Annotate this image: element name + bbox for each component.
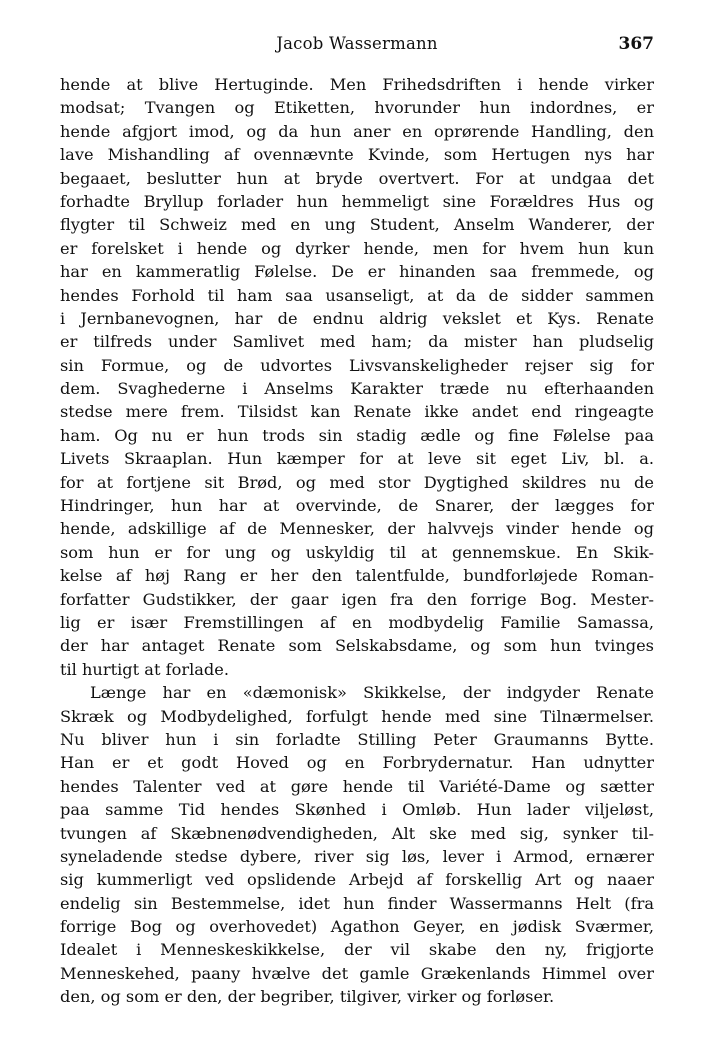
text-line: Menneskehed, paany hvælve det gamle Grækenlands Himmel over bbox=[60, 963, 654, 983]
text-line: forfatter Gudstikker, der gaar igen fra den forrige Bog. Mester- bbox=[60, 589, 654, 609]
paragraph-2 bbox=[60, 681, 654, 1008]
text-line: modsat; Tvangen og Etiketten, hvorunder hun indordnes, er bbox=[60, 98, 654, 118]
text-line: har en kammeratlig Følelse. De er hinanden saa fremmede, og bbox=[60, 262, 654, 282]
text-line: som hun er for ung og uskyldig til at gennemskue. En Skik- bbox=[60, 542, 654, 562]
text-line: stedse mere frem. Tilsidst kan Renate ikke andet end ringeagte bbox=[60, 402, 654, 422]
page-number: 367 bbox=[618, 34, 654, 54]
text-line: til hurtigt at forlade. bbox=[60, 659, 229, 679]
text-line: dem. Svaghederne i Anselms Karakter træde nu efterhaanden bbox=[60, 379, 654, 399]
paragraph-1 bbox=[60, 73, 654, 681]
text-line: Idealet i Menneskeskikkelse, der vil skabe den ny, frigjorte bbox=[60, 940, 654, 960]
text-line: den, og som er den, der begriber, tilgiver, virker og forløser. bbox=[60, 987, 555, 1007]
text-line: tvungen af Skæbnenødvendigheden, Alt ske med sig, synker til- bbox=[60, 823, 654, 843]
text-line: i Jernbanevognen, har de endnu aldrig vekslet et Kys. Renate bbox=[60, 308, 654, 328]
text-line: Hindringer, hun har at overvinde, de Snarer, der lægges for bbox=[60, 496, 654, 516]
text-line: er forelsket i hende og dyrker hende, men for hvem hun kun bbox=[60, 238, 654, 258]
body-text bbox=[60, 73, 654, 1009]
text-line: sig kummerligt ved opslidende Arbejd af forskellig Art og naaer bbox=[60, 870, 654, 890]
text-line: lave Mishandling af ovennævnte Kvinde, som Hertugen nys har bbox=[60, 145, 654, 165]
text-line: forrige Bog og overhovedet) Agathon Geyer, en jødisk Sværmer, bbox=[60, 917, 654, 937]
text-line: paa samme Tid hendes Skønhed i Omløb. Hun lader viljeløst, bbox=[60, 800, 654, 820]
text-line: Skræk og Modbydelighed, forfulgt hende med sine Tilnærmelser. bbox=[60, 706, 654, 726]
text-line: begaaet, beslutter hun at bryde overtvert. For at undgaa det bbox=[60, 168, 654, 188]
text-line: ham. Og nu er hun trods sin stadig ædle og fine Følelse paa bbox=[60, 425, 654, 445]
text-line: hendes Forhold til ham saa usanseligt, at da de sidder sammen bbox=[60, 285, 654, 305]
text-line: Længe har en «dæmonisk» Skikkelse, der indgyder Renate bbox=[90, 683, 654, 703]
text-line: Nu bliver hun i sin forladte Stilling Peter Graumanns Bytte. bbox=[60, 729, 654, 749]
running-head bbox=[60, 34, 654, 56]
text-line: for at fortjene sit Brød, og med stor Dygtighed skildres nu de bbox=[60, 472, 654, 492]
text-line: Han er et godt Hoved og en Forbrydernatur. Han udnytter bbox=[60, 753, 654, 773]
text-line: flygter til Schweiz med en ung Student, Anselm Wanderer, der bbox=[60, 215, 654, 235]
text-line: syneladende stedse dybere, river sig løs, lever i Armod, ernærer bbox=[60, 846, 654, 866]
text-line: er tilfreds under Samlivet med ham; da mister han pludselig bbox=[60, 332, 654, 352]
text-line: hendes Talenter ved at gøre hende til Variété-Dame og sætter bbox=[60, 776, 654, 796]
text-line: hende at blive Hertuginde. Men Frihedsdriften i hende virker bbox=[60, 75, 654, 94]
text-line: hende, adskillige af de Mennesker, der halvvejs vinder hende og bbox=[60, 519, 654, 539]
text-line: hende afgjort imod, og da hun aner en oprørende Handling, den bbox=[60, 121, 654, 141]
text-line: lig er især Fremstillingen af en modbydelig Familie Samassa, bbox=[60, 612, 654, 632]
text-line: sin Formue, og de udvortes Livsvanskeligheder rejser sig for bbox=[60, 355, 654, 375]
text-line: der har antaget Renate som Selskabsdame, og som hun tvinges bbox=[60, 636, 654, 656]
running-head-author: Jacob Wassermann bbox=[276, 34, 438, 53]
text-line: endelig sin Bestemmelse, idet hun finder Wassermanns Helt (fra bbox=[60, 893, 654, 913]
text-line: kelse af høj Rang er her den talentfulde, bundforløjede Roman- bbox=[60, 566, 654, 586]
text-line: forhadte Bryllup forlader hun hemmeligt sine Forældres Hus og bbox=[60, 191, 654, 211]
text-line: Livets Skraaplan. Hun kæmper for at leve sit eget Liv, bl. a. bbox=[60, 449, 654, 469]
